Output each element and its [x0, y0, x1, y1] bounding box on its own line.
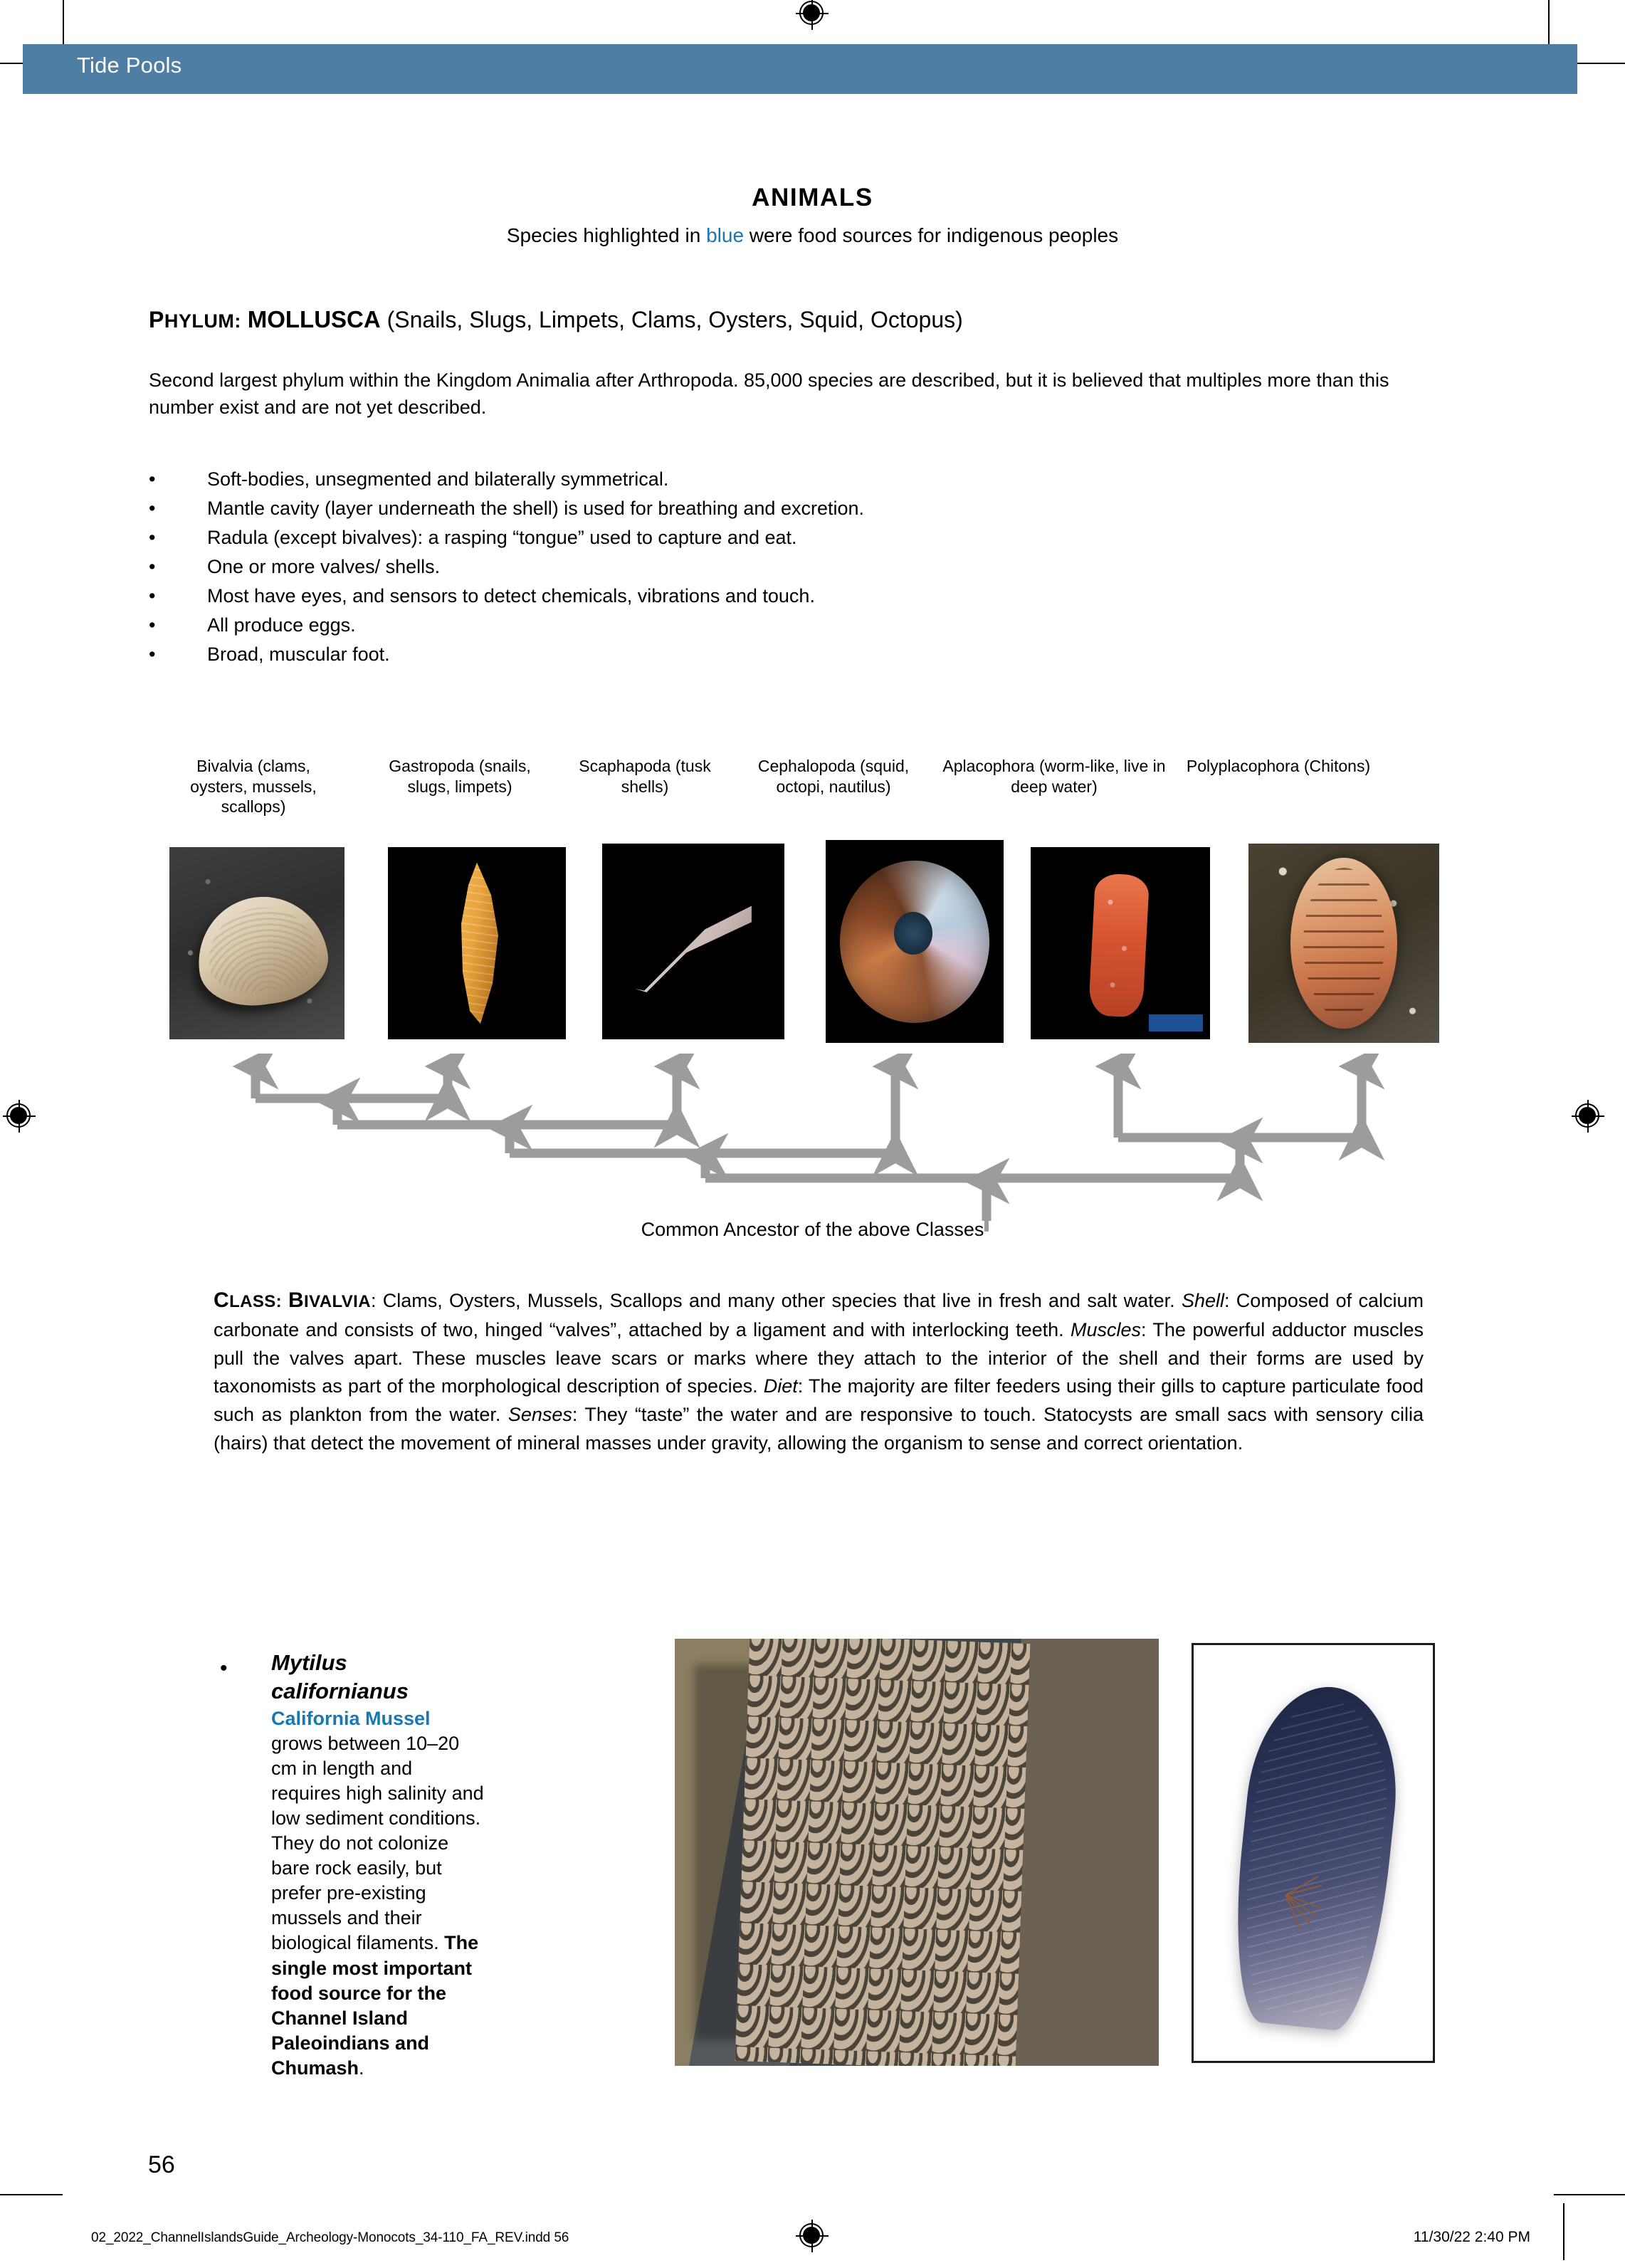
phylum-heading — [149, 306, 963, 333]
bullet-glyph: • — [149, 585, 156, 607]
species-scientific-name: Mytilus californianus — [271, 1650, 409, 1704]
species-common-name: California Mussel — [271, 1707, 431, 1729]
class-cell-polyplacophora — [1179, 756, 1378, 777]
species-entry-text — [271, 1649, 485, 2081]
phylum-name: MOLLUSCA — [247, 306, 381, 332]
cladogram-caption: Common Ancestor of the above Classes — [641, 1219, 984, 1240]
bullet-glyph: • — [149, 614, 156, 636]
bivalvia-part-2: : Composed of calcium carbonate and consists of two, hinged “valves”, attached by a ligament and with interlocking teeth. — [214, 1290, 1424, 1341]
list-item — [149, 645, 1359, 664]
list-item-label: Broad, muscular foot. — [207, 644, 390, 665]
header-band — [23, 44, 1577, 94]
bivalvia-part-6: : The majority are filter feeders using their gills to capture particulate food such as plankton from the water. — [214, 1375, 1424, 1426]
species-bullet-glyph: • — [220, 1657, 228, 1680]
bivalvia-part-0: : Clams, Oysters, Mussels, Scallops and many other species that live in fresh and salt water. — [370, 1290, 1182, 1311]
bullet-glyph: • — [149, 498, 156, 519]
phylum-intro-paragraph: Second largest phylum within the Kingdom Animalia after Arthropoda. 85,000 species are described, but it is believed that multiples more than this number exist and are not yet described. — [149, 369, 1389, 419]
list-item-label: Most have eyes, and sensors to detect chemicals, vibrations and touch. — [207, 585, 815, 607]
class-caption: Scaphapoda (tusk shells) — [579, 757, 711, 796]
class-caption: Cephalopoda (squid, octopi, nautilus) — [757, 757, 910, 796]
class-bivalvia-label: CLASS: BIVALVIA — [214, 1288, 371, 1312]
class-caption: Polyplacophora (Chitons) — [1186, 757, 1371, 775]
thumbnail-scaphapoda — [602, 844, 784, 1039]
registration-mark-left — [3, 1100, 36, 1133]
list-item — [149, 499, 1359, 518]
class-cell-cephalopoda — [752, 756, 915, 797]
class-cell-aplacophora — [937, 756, 1172, 797]
bivalvia-part-3: Muscles — [1070, 1319, 1142, 1341]
list-item — [149, 470, 1359, 489]
page-title: ANIMALS — [752, 184, 873, 211]
registration-mark-right — [1572, 1100, 1604, 1133]
page-subtitle — [0, 224, 1625, 247]
bullet-glyph: • — [149, 644, 156, 665]
phylum-bullet-list — [149, 470, 1359, 674]
running-header-title: Tide Pools — [77, 53, 182, 78]
bullet-glyph: • — [149, 468, 156, 490]
list-item — [149, 616, 1359, 635]
phylum-label: PHYLUM: — [149, 307, 241, 332]
crop-mark-top-right-v — [1548, 0, 1550, 44]
list-item-label: One or more valves/ shells. — [207, 556, 441, 577]
byssal-threads — [1208, 1837, 1289, 1953]
bivalvia-part-4: : The powerful adductor muscles pull the valves apart. These muscles leave scars or marks where they attach to the interior of the shell and their forms are used by taxonomists as part of the morphological description of species. — [214, 1319, 1424, 1397]
subtitle-highlight-word: blue — [706, 224, 745, 246]
species-body-bold: The single most important food source for the Channel Island Paleoindians and Chumash — [271, 1932, 479, 2079]
class-cell-gastropoda — [385, 756, 535, 797]
thumbnail-polyplacophora — [1248, 844, 1439, 1043]
bivalvia-part-5: Diet — [763, 1375, 798, 1397]
crop-mark-bottom-left-h — [0, 2194, 63, 2195]
crop-mark-top-left-v — [63, 0, 64, 44]
cladogram-diagram — [168, 1054, 1456, 1232]
class-cell-bivalvia — [168, 756, 339, 817]
bivalvia-part-7: Senses — [508, 1404, 572, 1426]
list-item — [149, 557, 1359, 577]
thumbnail-cephalopoda — [826, 840, 1004, 1043]
bullet-glyph: • — [149, 556, 156, 577]
single-mussel-specimen-photo — [1192, 1643, 1435, 2063]
class-cell-scaphapoda — [563, 756, 727, 797]
registration-mark-top — [796, 0, 829, 30]
bullet-glyph: • — [149, 527, 156, 548]
registration-mark-bottom — [796, 2220, 829, 2252]
footer-file-name: 02_2022_ChannelIslandsGuide_Archeology-Monocots_34-110_FA_REV.indd 56 — [91, 2230, 569, 2245]
class-bivalvia-paragraph — [214, 1285, 1424, 1458]
crop-mark-bottom-right-h — [1554, 2194, 1625, 2195]
list-item — [149, 587, 1359, 606]
list-item-label: All produce eggs. — [207, 614, 356, 636]
bivalvia-part-8: : They “taste” the water and are responsive to touch. Statocysts are small sacs with sensory cilia (hairs) that detect the movement of mineral masses under gravity, allowing the organism to sense and correct orientation. — [214, 1404, 1424, 1454]
bivalvia-part-1: Shell — [1181, 1290, 1225, 1311]
list-item-label: Radula (except bivalves): a rasping “tongue” used to capture and eat. — [207, 527, 797, 548]
subtitle-before: Species highlighted in — [506, 224, 707, 246]
crop-mark-bottom-right-v — [1563, 2203, 1564, 2260]
mussel-bed-photo — [675, 1639, 1159, 2066]
list-item — [149, 528, 1359, 547]
class-caption: Aplacophora (worm-like, live in deep water) — [942, 757, 1166, 796]
thumbnail-aplacophora — [1031, 847, 1210, 1039]
thumbnail-bivalvia — [169, 847, 345, 1039]
species-body-after: . — [359, 2057, 364, 2079]
thumbnail-gastropoda — [388, 847, 566, 1039]
phylum-common-names: (Snails, Slugs, Limpets, Clams, Oysters, Squid, Octopus) — [386, 307, 963, 332]
list-item-label: Soft-bodies, unsegmented and bilaterally symmetrical. — [207, 468, 669, 490]
species-body-before: grows between 10–20 cm in length and requires high salinity and low sediment conditions. They do not colonize bare rock easily, but prefer pre-existing mussels and their biological filaments. — [271, 1732, 484, 1954]
subtitle-after: were food sources for indigenous peoples — [744, 224, 1119, 246]
class-caption: Bivalvia (clams, oysters, mussels, scallops) — [190, 757, 317, 817]
class-caption: Gastropoda (snails, slugs, limpets) — [389, 757, 531, 796]
page-number: 56 — [148, 2151, 175, 2178]
footer-timestamp: 11/30/22 2:40 PM — [1413, 2229, 1530, 2245]
list-item-label: Mantle cavity (layer underneath the shell) is used for breathing and excretion. — [207, 498, 865, 519]
